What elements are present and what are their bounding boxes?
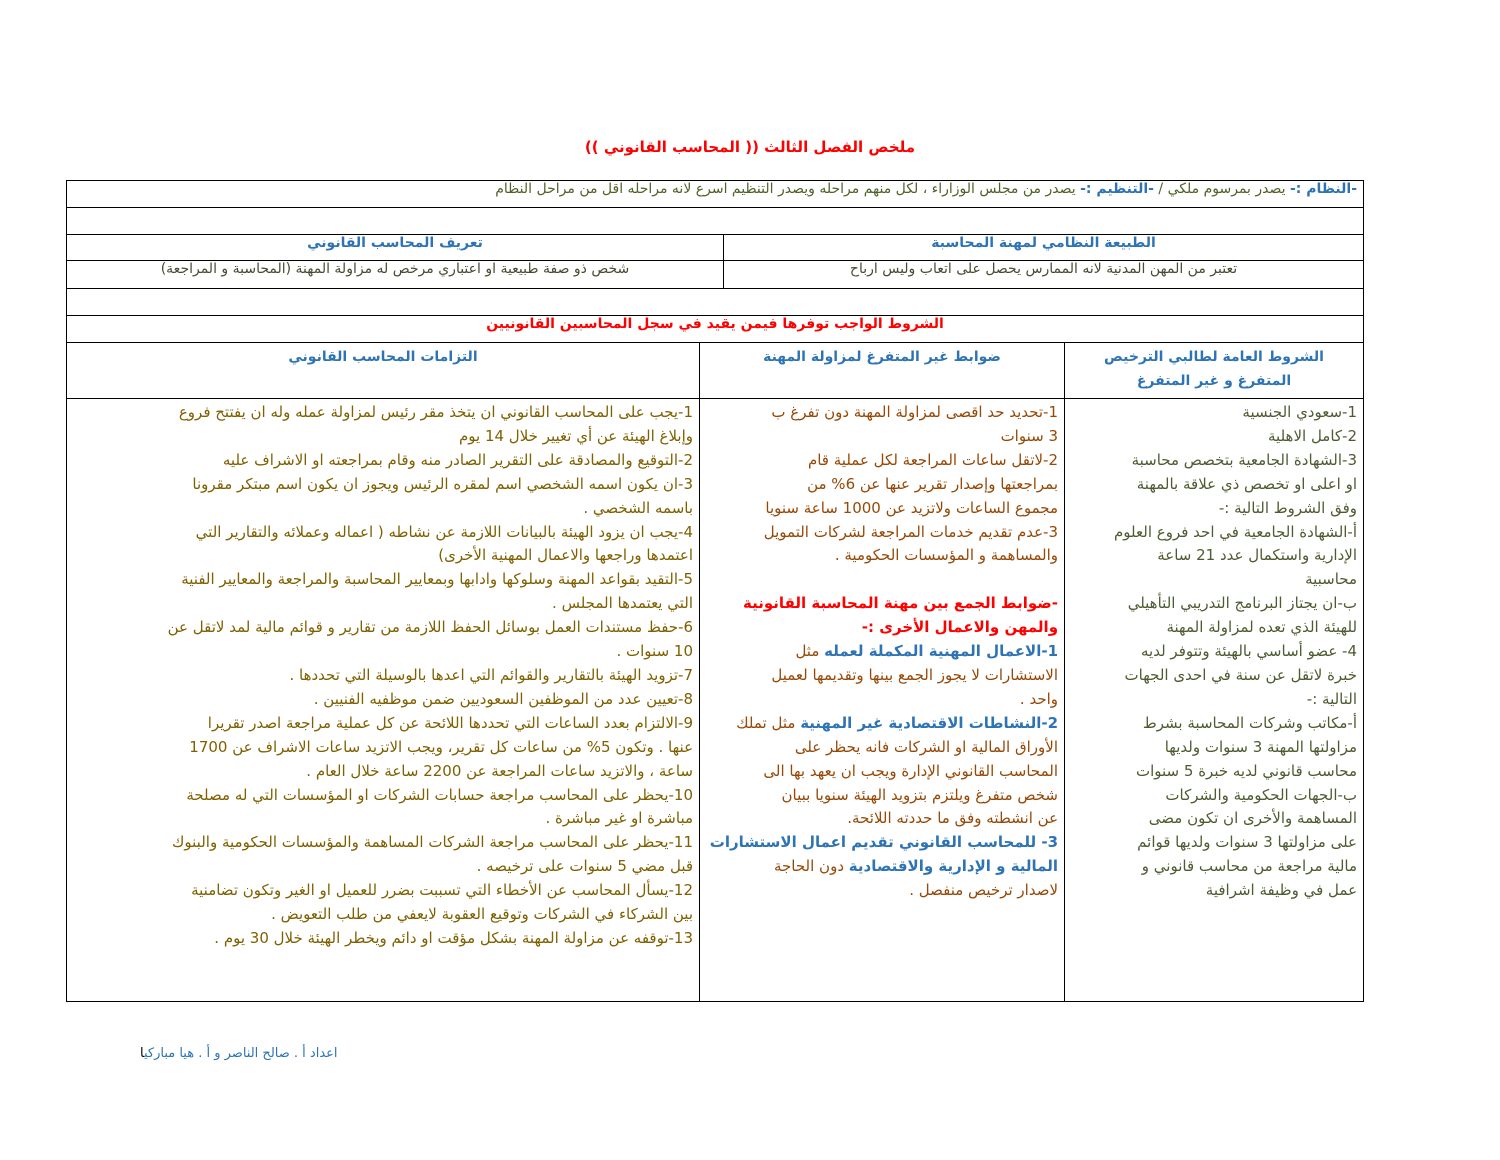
text-line — [1071, 784, 1357, 808]
text-segment: المساهمة والأخرى ان تكون مضى — [1148, 809, 1358, 828]
text-segment: 3-عدم تقديم خدمات المراجعة لشركات التمويل — [763, 522, 1059, 541]
text-line — [706, 855, 1058, 879]
text-segment: 4- عضو أساسي بالهيئة وتتوفر لديه — [1141, 642, 1358, 661]
text-line — [706, 712, 1058, 736]
text-line — [1071, 592, 1357, 616]
text-line — [1071, 831, 1357, 855]
text-line — [73, 544, 693, 568]
text-line — [706, 449, 1058, 473]
column-heading-line: الشروط العامة لطالبي الترخيص — [1104, 349, 1324, 365]
text-segment: والمهن والاعمال الأخرى :- — [861, 618, 1059, 637]
text-line — [1071, 879, 1357, 903]
prepared-by — [140, 1046, 338, 1061]
text-line — [73, 903, 693, 927]
text-segment: 1-الاعمال المهنية المكملة لعمله — [824, 642, 1059, 661]
text-segment: 6-حفظ مستندات العمل بوسائل الحفظ اللازمة من تقارير و قوائم مالية لمد لاتقل عن — [167, 618, 694, 637]
text-line — [1071, 807, 1357, 831]
text-line — [1071, 425, 1357, 449]
organization-text: يصدر من مجلس الوزاراء ، لكل منهم مراحله ويصدر التنظيم اسرع لانه مراحله اقل من مراحل النظام — [495, 181, 1081, 197]
text-line — [1071, 688, 1357, 712]
text-line — [706, 640, 1058, 664]
text-line — [73, 640, 693, 664]
text-segment: دون الحاجة — [773, 857, 849, 876]
text-segment: شخص متفرغ ويلتزم بتزويد الهيئة سنويا ببيان — [781, 785, 1059, 804]
text-segment: لاصدار ترخيص منفصل . — [909, 881, 1059, 900]
definition-heading: تعريف المحاسب القانوني — [67, 235, 724, 261]
text-segment: أ-الشهادة الجامعية في احد فروع العلوم — [1114, 522, 1358, 541]
text-segment: التالية :- — [1306, 689, 1358, 708]
text-segment: بمراجعتها وإصدار تقرير عنها عن 6% من — [807, 474, 1059, 493]
text-line — [73, 425, 693, 449]
text-segment: عن انشطته وفق ما حددته اللائحة. — [847, 809, 1059, 828]
empty-row — [67, 208, 1364, 235]
nature-heading: الطبيعة النظامي لمهنة المحاسبة — [724, 235, 1364, 261]
text-segment: 3-ان يكون اسمه الشخصي اسم لمقره الرئيس ويجوز ان يكون اسم مبتكر مقرونا — [192, 474, 694, 493]
text-segment: 7-تزويد الهيئة بالتقارير والقوائم التي اعدها بالوسيلة التي تحددها . — [289, 665, 694, 684]
text-line — [1071, 497, 1357, 521]
text-segment: المالية و الإدارية والاقتصادية — [848, 857, 1059, 876]
text-segment: -ضوابط الجمع بين مهنة المحاسبة القانونية — [743, 594, 1059, 613]
text-line — [706, 568, 1058, 592]
text-segment: 1-سعودي الجنسية — [1242, 403, 1358, 421]
text-line — [1071, 736, 1357, 760]
text-segment: خبرة لاتقل عن سنة في احدى الجهات — [1124, 665, 1358, 684]
authors-text: اعداد أ . صالح الناصر و أ . هيا مباركي — [143, 1046, 338, 1061]
text-segment: بين الشركاء في الشركات وتوقيع العقوبة لايعفي من طلب التعويض . — [271, 905, 694, 924]
text-line — [73, 736, 693, 760]
stray-mark: ا — [140, 1046, 144, 1061]
text-line — [1071, 473, 1357, 497]
text-segment: باسمه الشخصي . — [583, 498, 694, 517]
system-text: يصدر بمرسوم ملكي / — [1153, 181, 1290, 197]
text-segment: المحاسب القانوني الإدارة ويجب ان يعهد بها الى — [763, 761, 1059, 780]
text-line — [706, 688, 1058, 712]
obligations-cell — [67, 399, 700, 1002]
column-heading-line: ضوابط غير المتفرغ لمزاولة المهنة — [763, 349, 1001, 365]
text-line — [73, 497, 693, 521]
definition-text: شخص ذو صفة طبيعية او اعتباري مرخص له مزاولة المهنة (المحاسبة و المراجعة) — [67, 261, 724, 289]
text-segment: 12-يسأل المحاسب عن الأخطاء التي تسببت بضرر للعميل او الغير وتكون تضامنية — [191, 881, 694, 900]
text-segment: وإبلاغ الهيئة عن أي تغيير خلال 14 يوم — [458, 426, 694, 445]
regulation-row — [67, 181, 1364, 208]
nature-text: تعتبر من المهن المدنية لانه الممارس يحصل على اتعاب وليس ارباح — [724, 261, 1364, 289]
text-segment: اعتمدها وراجعها والاعمال المهنية الأخرى) — [438, 546, 694, 565]
text-segment: 13-توقفه عن مزاولة المهنة بشكل مؤقت او دائم ويخطر الهيئة خلال 30 يوم . — [214, 928, 694, 947]
text-line — [73, 807, 693, 831]
text-line — [706, 807, 1058, 831]
text-segment: 9-الالتزام بعدد الساعات التي تحددها اللائحة عن كل عملية مراجعة اصدر تقريرا — [207, 713, 694, 732]
text-segment: أ-مكاتب وشركات المحاسبة بشرط — [1142, 713, 1358, 732]
text-line — [73, 616, 693, 640]
column-heading-line: التزامات المحاسب القانوني — [288, 349, 478, 365]
text-segment: مزاولتها المهنة 3 سنوات ولديها — [1164, 737, 1358, 756]
text-segment: 10-يحظر على المحاسب مراجعة حسابات الشركات او المؤسسات التي له مصلحة — [186, 785, 694, 804]
text-segment: او اعلى او تخصص ذي علاقة بالمهنة — [1136, 474, 1358, 493]
text-line — [706, 760, 1058, 784]
text-line — [1071, 544, 1357, 568]
part-time-rules-cell — [700, 399, 1065, 1002]
summary-table — [66, 180, 1364, 1002]
text-segment: 10 سنوات . — [616, 642, 694, 661]
text-line — [73, 592, 693, 616]
text-segment: 2-لاتقل ساعات المراجعة لكل عملية قام — [807, 450, 1059, 469]
text-line — [73, 760, 693, 784]
text-line — [1071, 664, 1357, 688]
text-segment: وفق الشروط التالية :- — [1218, 498, 1358, 517]
text-line — [706, 401, 1058, 425]
text-segment: قبل مضي 5 سنوات على ترخيصه . — [476, 857, 694, 876]
text-segment: محاسب قانوني لديه خبرة 5 سنوات — [1135, 761, 1358, 780]
text-segment: 2-كامل الاهلية — [1268, 426, 1358, 445]
system-label: -النظام :- — [1289, 181, 1358, 197]
text-line — [73, 473, 693, 497]
text-segment: 1-يجب على المحاسب القانوني ان يتخذ مقر رئيس لمزاولة عمله وله ان يفتتح فروع — [178, 403, 694, 421]
text-segment: الاستشارات لا يجوز الجمع بينها وتقديمها لعميل — [771, 665, 1059, 684]
text-line — [1071, 855, 1357, 879]
text-line — [73, 855, 693, 879]
text-segment: 3 سنوات — [1000, 426, 1059, 445]
text-segment: مالية مراجعة من محاسب قانوني و — [1141, 857, 1358, 876]
text-line — [73, 521, 693, 545]
text-segment: 3-الشهادة الجامعية بتخصص محاسبة — [1131, 450, 1358, 469]
text-segment: للهيئة الذي تعده لمزاولة المهنة — [1166, 618, 1358, 637]
text-line — [1071, 401, 1357, 425]
text-segment: مباشرة او غير مباشرة . — [545, 809, 694, 828]
text-segment: عنها . وتكون 5% من ساعات كل تقرير، ويجب الاتزيد ساعات الاشراف عن 1700 — [189, 737, 694, 756]
text-line — [73, 568, 693, 592]
text-segment: ساعة ، والاتزيد ساعات المراجعة عن 2200 ساعة خلال العام . — [306, 761, 694, 780]
text-line — [1071, 640, 1357, 664]
text-line — [706, 616, 1058, 640]
text-line — [73, 927, 693, 951]
column-heading-obligations — [67, 343, 700, 399]
text-segment: التي يعتمدها المجلس . — [552, 594, 694, 613]
conditions-heading: الشروط الواجب توفرها فيمن يقيد في سجل المحاسبين القانونيين — [67, 316, 1364, 343]
text-line — [1071, 616, 1357, 640]
text-line — [1071, 521, 1357, 545]
text-segment: على مزاولتها 3 سنوات ولديها قوائم — [1137, 833, 1358, 852]
document-title: ملخص الفصل الثالث (( المحاسب القانوني )) — [584, 138, 916, 156]
text-line — [706, 521, 1058, 545]
text-segment: الإدارية واستكمال عدد 21 ساعة — [1157, 546, 1358, 565]
text-segment: مثل تملك — [736, 713, 801, 732]
text-line — [1071, 568, 1357, 592]
text-line — [73, 688, 693, 712]
empty-row — [67, 289, 1364, 316]
text-line — [706, 831, 1058, 855]
column-heading-general-conditions — [1065, 343, 1364, 399]
text-segment: 2-التوقيع والمصادقة على التقرير الصادر منه وقام بمراجعته او الاشراف عليه — [222, 450, 694, 469]
text-segment: محاسبية — [1305, 570, 1358, 589]
text-segment: واحد . — [1019, 689, 1059, 708]
text-segment: 5-التقيد بقواعد المهنة وسلوكها وادابها وبمعايير المحاسبة والمراجعة والمعايير الفنية — [181, 570, 694, 589]
text-line — [706, 497, 1058, 521]
text-line — [1071, 449, 1357, 473]
text-line — [73, 401, 693, 425]
text-line — [1071, 712, 1357, 736]
text-segment: مجموع الساعات ولاتزيد عن 1000 ساعة سنويا — [765, 498, 1059, 517]
text-line — [73, 664, 693, 688]
text-segment: 8-تعيين عدد من الموظفين السعوديين ضمن موظفيه الفنيين . — [313, 689, 694, 708]
text-segment: والمساهمة و المؤسسات الحكومية . — [834, 546, 1059, 565]
text-segment: 3- للمحاسب القانوني تقديم اعمال الاستشارات — [709, 833, 1059, 852]
organization-label: -التنظيم :- — [1080, 181, 1154, 197]
text-line — [706, 664, 1058, 688]
text-segment: الأوراق المالية او الشركات فانه يحظر على — [794, 737, 1059, 756]
text-segment: عمل في وظيفة اشرافية — [1205, 881, 1358, 900]
text-line — [706, 425, 1058, 449]
text-line — [73, 831, 693, 855]
text-line — [73, 449, 693, 473]
text-segment: مثل — [795, 642, 825, 661]
text-segment: 4-يجب ان يزود الهيئة بالبيانات اللازمة عن نشاطه ( اعماله وعملائه والتقارير التي — [195, 522, 694, 541]
text-line — [73, 784, 693, 808]
text-line — [706, 736, 1058, 760]
text-line — [706, 473, 1058, 497]
text-segment: 2-النشاطات الاقتصادية غير المهنية — [800, 713, 1059, 732]
text-line — [73, 712, 693, 736]
text-line — [706, 544, 1058, 568]
text-segment: ب-ان يجتاز البرنامج التدريبي التأهيلي — [1127, 594, 1358, 613]
text-line — [706, 879, 1058, 903]
general-conditions-cell — [1065, 399, 1364, 1002]
text-line — [706, 784, 1058, 808]
text-segment: 11-يحظر على المحاسب مراجعة الشركات المساهمة والمؤسسات الحكومية والبنوك — [172, 833, 694, 852]
text-segment: 1-تحديد حد اقصى لمزاولة المهنة دون تفرغ ب — [771, 403, 1059, 421]
column-heading-line: المتفرغ و غير المتفرغ — [1136, 373, 1292, 389]
text-line — [73, 879, 693, 903]
text-line — [706, 592, 1058, 616]
text-segment: ب-الجهات الحكومية والشركات — [1165, 785, 1358, 804]
column-heading-part-time-rules — [700, 343, 1065, 399]
text-line — [1071, 760, 1357, 784]
